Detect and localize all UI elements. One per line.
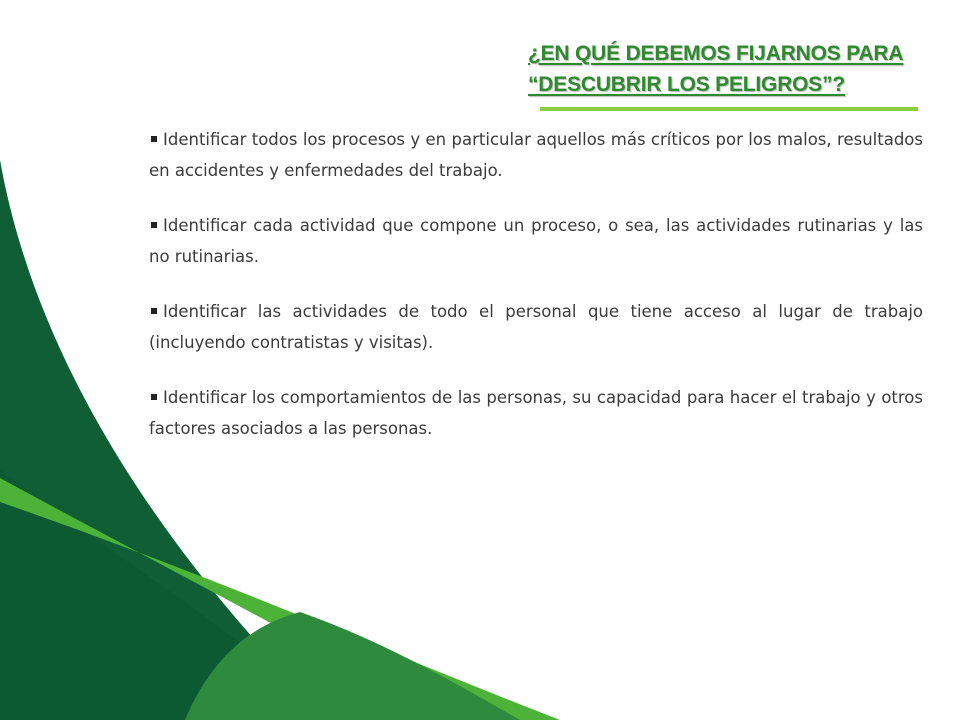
list-item bbox=[149, 296, 923, 358]
square-bullet-icon bbox=[151, 394, 157, 400]
list-item bbox=[149, 382, 923, 444]
bullet-list bbox=[149, 124, 923, 444]
list-item-text: Identificar los comportamientos de las personas, su capacidad para hacer el trabajo y otros factores asociados a las personas. bbox=[149, 388, 923, 438]
list-item-text: Identificar cada actividad que compone un proceso, o sea, las actividades rutinarias y las no rutinarias. bbox=[149, 216, 923, 266]
page-title bbox=[528, 38, 938, 100]
list-item-text: Identificar todos los procesos y en particular aquellos más críticos por los malos, resultados en accidentes y enfermedades del trabajo. bbox=[149, 130, 923, 180]
list-item-text: Identificar las actividades de todo el personal que tiene acceso al lugar de trabajo (incluyendo contratistas y visitas). bbox=[149, 302, 923, 352]
list-item bbox=[149, 210, 923, 272]
title-underline-rule bbox=[540, 107, 918, 111]
square-bullet-icon bbox=[151, 222, 157, 228]
title-line-1: ¿EN QUÉ DEBEMOS FIJARNOS PARA bbox=[528, 42, 904, 65]
title-line-2: “DESCUBRIR LOS PELIGROS”? bbox=[528, 73, 846, 96]
list-item bbox=[149, 124, 923, 186]
bullet-list-container bbox=[149, 124, 923, 468]
square-bullet-icon bbox=[151, 308, 157, 314]
square-bullet-icon bbox=[151, 136, 157, 142]
